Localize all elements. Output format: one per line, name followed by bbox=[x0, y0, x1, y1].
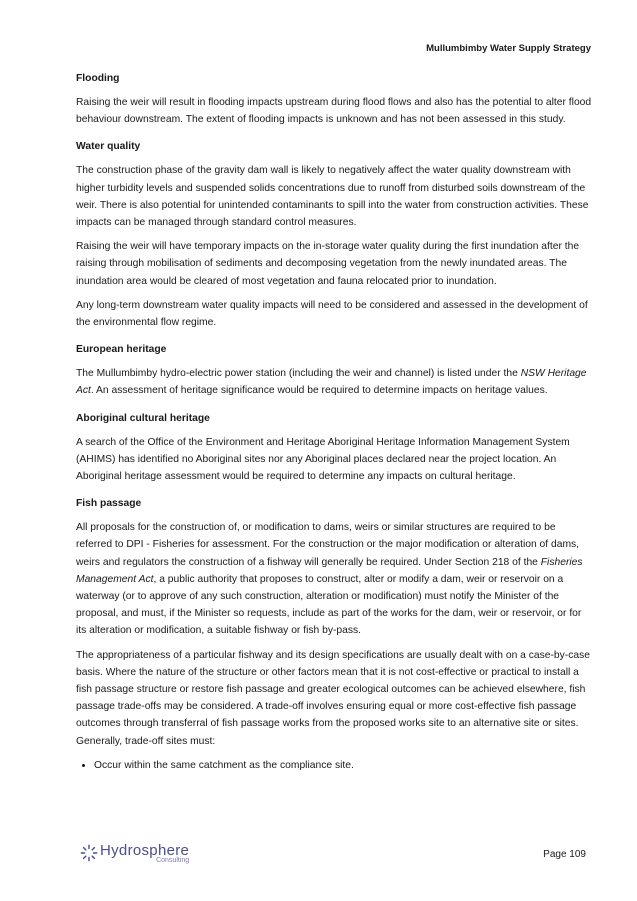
heading-fish-passage: Fish passage bbox=[76, 498, 142, 510]
logo-subtitle: Consulting bbox=[156, 857, 190, 864]
heading-water-quality: Water quality bbox=[76, 141, 141, 153]
paragraph bbox=[76, 519, 592, 639]
paragraph: A search of the Office of the Environment and Heritage Aboriginal Heritage Information Management System (AHIMS) has identified no Aboriginal sites nor any Aboriginal places declared near the project location. An Aboriginal heritage assessment would be required to determine any impacts on cultural heritage. bbox=[76, 436, 570, 483]
paragraph: Any long-term downstream water quality impacts will need to be considered and assessed in the development of the environmental flow regime. bbox=[76, 299, 588, 329]
document-body bbox=[76, 72, 592, 786]
heading-european-heritage: European heritage bbox=[76, 344, 167, 356]
text-run: All proposals for the construction of, or modification to dams, weirs or similar structures are required to be referred to DPI - Fisheries for assessment. For the construction or the major modification or alteration of dams, weirs and regulators the construction of a fishway will generally be required. Under Section 218 of the bbox=[76, 522, 580, 568]
hydrosphere-logo-icon bbox=[80, 844, 98, 862]
hydrosphere-logo bbox=[80, 843, 189, 865]
section-european-heritage bbox=[76, 343, 592, 399]
logo-text bbox=[100, 843, 189, 865]
bullet-list bbox=[76, 757, 592, 774]
section-water-quality bbox=[76, 140, 592, 331]
logo-wordmark: Hydrosphere bbox=[100, 842, 190, 859]
heading-flooding: Flooding bbox=[76, 73, 120, 84]
paragraph: Raising the weir will have temporary impacts on the in-storage water quality during the first inundation after the raising through mobilisation of sediments and decomposing vegetation from the newly inundated areas. The inundation area would be cleared of most vegetation and fauna relocated prior to inundation. bbox=[76, 241, 580, 287]
section-flooding bbox=[76, 72, 592, 128]
section-fish-passage bbox=[76, 497, 592, 774]
list-item: • Occur within the same catchment as the compliance site. bbox=[94, 757, 592, 774]
text-run: The Mullumbimby hydro-electric power station (including the weir and channel) is listed under the bbox=[76, 368, 521, 380]
paragraph: The appropriateness of a particular fishway and its design specifications are usually dealt with on a case-by-case basis. Where the nature of the structure or other factors mean that it is not cost-effective or practical to install a fish passage structure or restore fish passage and greater ecological outcomes can be achieved elsewhere, fish passage trade-offs may be considered. A trade-off involves ensuring equal or more cost-effective fish passage outcomes through transferral of fish passage works from the proposed works site to an alternative site or sites. Generally, trade-off sites must: bbox=[76, 649, 590, 747]
paragraph bbox=[76, 365, 592, 399]
page-number: Page 109 bbox=[543, 849, 586, 860]
text-run: . An assessment of heritage significance would be required to determine impacts on heritage values. bbox=[90, 385, 548, 397]
text-run: , a public authority that proposes to construct, alter or modify a dam, weir or reservoir on a waterway (or to approve of any such construction, alteration or modification) must notify the Minister of the proposal, and must, if the Minister so requests, include as part of the works for the dam, weir or reservoir, or for its alteration or modification, a suitable fishway or fish by-pass. bbox=[76, 573, 582, 637]
heading-aboriginal-heritage: Aboriginal cultural heritage bbox=[76, 412, 210, 424]
act-title: Fisheries Management Act bbox=[76, 556, 583, 585]
paragraph: The construction phase of the gravity dam wall is likely to negatively affect the water quality downstream with higher turbidity levels and suspended solids concentrations due to runoff from disturbed soils downstream of the weir. There is also potential for unintended contaminants to spill into the water from construction activities. These impacts can be managed through standard control measures. bbox=[76, 165, 589, 229]
section-aboriginal-heritage bbox=[76, 412, 592, 486]
paragraph: Raising the weir will result in flooding impacts upstream during flood flows and also has the potential to alter flood behaviour downstream. The extent of flooding impacts is unknown and has not been assessed in this study. bbox=[76, 97, 592, 126]
running-header: Mullumbimby Water Supply Strategy bbox=[426, 43, 591, 54]
act-title: NSW Heritage Act bbox=[76, 368, 587, 397]
